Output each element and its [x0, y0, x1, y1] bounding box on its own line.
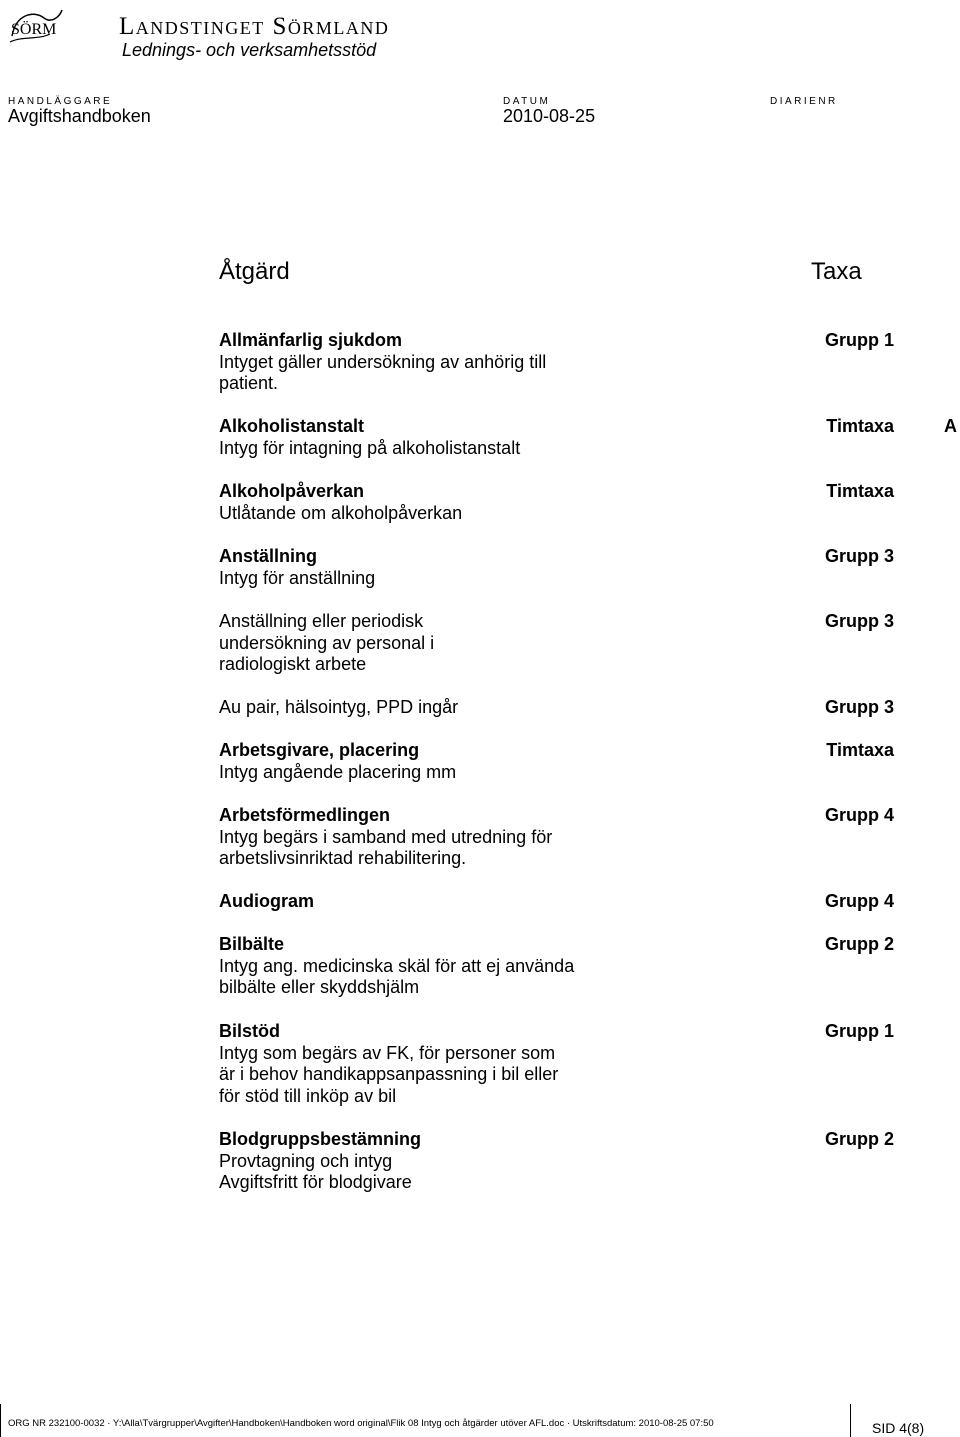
- entry-desc: Intyg angående placering mm: [219, 761, 457, 782]
- org-name: Landstinget Sörmland: [119, 13, 390, 40]
- entry-title: Audiogram: [219, 891, 315, 911]
- entry-taxa: Grupp 3: [824, 611, 894, 631]
- entry-taxa: Grupp 1: [824, 1021, 894, 1041]
- entry-anstallning: [219, 546, 894, 589]
- entry-title: Au pair, hälsointyg, PPD ingår: [219, 697, 459, 717]
- extra-marker: A: [944, 416, 957, 436]
- entry-desc: Intyg begärs i samband med utredning för arbetslivsinriktad rehabilitering.: [219, 826, 553, 868]
- handlaggare-value: Avgiftshandboken: [8, 106, 151, 126]
- entry-title: Allmänfarlig sjukdom: [219, 330, 403, 350]
- entry-title: Bilbälte: [219, 934, 285, 954]
- entry-alkoholpaverkan: [219, 481, 894, 524]
- footer-text: ORG NR 232100-0032 · Y:\Alla\Tvärgrupper\Avgifter\Handboken\Handboken word original\Flik 08 Intyg och åtgärder utöver AFL.doc · Utskriftsdatum: 2010-08-25 07:50: [8, 1418, 714, 1429]
- entry-taxa: Timtaxa: [826, 481, 894, 501]
- entry-taxa: Grupp 3: [824, 697, 894, 717]
- entry-desc: Intyg ang. medicinska skäl för att ej använda bilbälte eller skyddshjälm: [219, 955, 575, 997]
- footer-divider: [850, 1404, 851, 1437]
- entry-title: Alkoholpåverkan: [219, 481, 365, 501]
- entry-desc: Provtagning och intyg Avgiftsfritt för blodgivare: [219, 1150, 412, 1192]
- entry-anstallning-periodisk: [219, 611, 894, 676]
- entry-title: Arbetsförmedlingen: [219, 805, 391, 825]
- entry-taxa: Grupp 4: [824, 805, 894, 825]
- entry-taxa: Grupp 3: [824, 546, 894, 566]
- datum-label: DATUM: [503, 96, 551, 107]
- entry-bilbalte: [219, 934, 894, 999]
- entry-taxa: Grupp 2: [824, 1129, 894, 1149]
- entry-blodgruppsbestamning: [219, 1129, 894, 1194]
- entry-arbetsgivare: [219, 740, 894, 783]
- logo: [8, 6, 64, 48]
- datum-value: 2010-08-25: [503, 106, 596, 126]
- entry-title: Blodgruppsbestämning: [219, 1129, 421, 1149]
- entry-taxa: Grupp 1: [824, 330, 894, 350]
- entry-desc: Intyg för anställning: [219, 567, 376, 588]
- handlaggare-label: HANDLÄGGARE: [8, 96, 113, 107]
- entry-taxa: Grupp 2: [824, 934, 894, 954]
- logo-text: SÖRM: [11, 21, 57, 38]
- entry-desc: Utlåtande om alkoholpåverkan: [219, 502, 463, 523]
- entry-title: Alkoholistanstalt: [219, 416, 365, 436]
- entry-alkoholistanstalt: [219, 416, 894, 459]
- entry-title: Bilstöd: [219, 1021, 280, 1041]
- diarienr-label: DIARIENR: [770, 96, 838, 107]
- entry-audiogram: [219, 891, 894, 913]
- entry-taxa: Grupp 4: [824, 891, 894, 911]
- atgard-heading: Åtgärd: [219, 258, 290, 285]
- org-unit: Lednings- och verksamhetsstöd: [122, 40, 377, 60]
- entry-desc: Intyg för intagning på alkoholistanstalt: [219, 437, 521, 458]
- page-number: SID 4(8): [872, 1420, 925, 1436]
- entry-taxa: Timtaxa: [826, 740, 894, 760]
- entry-title: Arbetsgivare, placering: [219, 740, 420, 760]
- entry-au-pair: [219, 697, 894, 719]
- entry-desc: Intyg som begärs av FK, för personer som är i behov handikappsanpassning i bil eller för stöd till inköp av bil: [219, 1042, 559, 1106]
- entry-title: Anställning: [219, 546, 317, 566]
- taxa-heading: Taxa: [811, 258, 862, 285]
- entry-title: Anställning eller periodisk undersökning av personal i radiologiskt arbete: [219, 611, 435, 674]
- entry-arbetsformedlingen: [219, 805, 894, 870]
- entry-allmanfarlig-sjukdom: [219, 330, 894, 395]
- entry-bilstod: [219, 1021, 894, 1107]
- entry-desc: Intyget gäller undersökning av anhörig till patient.: [219, 351, 547, 393]
- footer-divider: [0, 1404, 1, 1437]
- entry-taxa: Timtaxa: [826, 416, 894, 436]
